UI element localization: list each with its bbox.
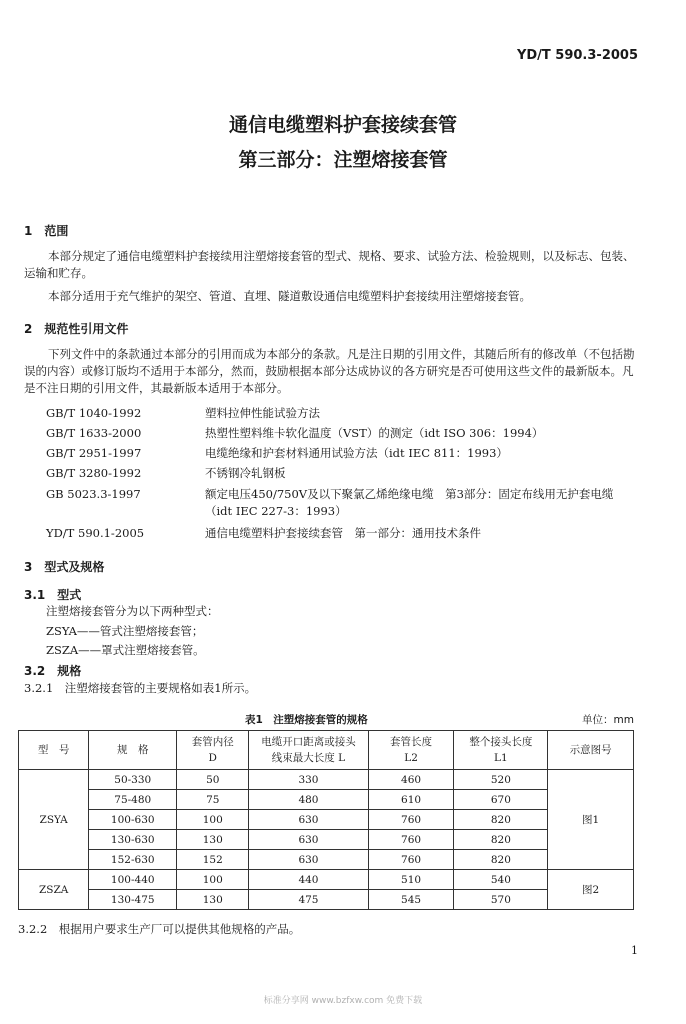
l2-cell: 545 — [368, 890, 454, 910]
d-cell: 130 — [177, 890, 249, 910]
spec-cell: 50-330 — [89, 770, 177, 790]
l-cell: 440 — [249, 870, 368, 890]
d-cell: 100 — [177, 810, 249, 830]
section-2-heading: 2 规范性引用文件 — [24, 322, 129, 336]
header-sleeve-length: 套管长度 L2 — [368, 731, 454, 770]
reference-title: 热塑性塑料维卡软化温度（VST）的测定（idt ISO 306：1994） — [205, 426, 544, 440]
table-row — [19, 890, 634, 910]
reference-code: GB/T 1633-2000 — [46, 426, 142, 440]
l-cell: 330 — [249, 770, 368, 790]
l-cell: 630 — [249, 810, 368, 830]
table-row — [19, 870, 634, 890]
table-unit: 单位：mm — [582, 714, 634, 726]
type-cell: ZSZA — [19, 870, 89, 910]
reference-code: GB/T 2951-1997 — [46, 446, 142, 460]
header-type: 型 号 — [19, 731, 89, 770]
document-subtitle: 第三部分：注塑熔接套管 — [238, 149, 448, 171]
spec-cell: 100-630 — [89, 810, 177, 830]
table-header-row — [19, 731, 634, 770]
table-row — [19, 850, 634, 870]
l-cell: 475 — [249, 890, 368, 910]
section-1-paragraph-2: 本部分适用于充气维护的架空、管道、直埋、隧道敷设通信电缆塑料护套接续用注塑熔接套管。 — [48, 289, 531, 303]
reference-title: 不锈钢冷轧钢板 — [205, 466, 286, 480]
l2-cell: 610 — [368, 790, 454, 810]
header-inner-diameter: 套管内径 D — [177, 731, 249, 770]
l2-cell: 760 — [368, 830, 454, 850]
l1-cell: 820 — [454, 810, 548, 830]
document-title: 通信电缆塑料护套接续套管 — [228, 114, 457, 136]
reference-title: 通信电缆塑料护套接续套管 第一部分：通用技术条件 — [205, 526, 481, 540]
spec-cell: 152-630 — [89, 850, 177, 870]
d-cell: 50 — [177, 770, 249, 790]
table-row — [19, 830, 634, 850]
header-opening-length: 电缆开口距离或接头 线束最大长度 L — [249, 731, 368, 770]
spec-cell: 130-630 — [89, 830, 177, 850]
reference-code: YD/T 590.1-2005 — [46, 526, 145, 540]
header-figure: 示意图号 — [548, 731, 634, 770]
header-joint-length: 整个接头长度 L1 — [454, 731, 548, 770]
type-zsza-definition: ZSZA——罩式注塑熔接套管。 — [46, 643, 205, 657]
standard-code: YD/T 590.3-2005 — [516, 48, 638, 63]
l-cell: 630 — [249, 850, 368, 870]
type-zsya-definition: ZSYA——管式注塑熔接套管； — [46, 624, 204, 638]
section-3-1-intro: 注塑熔接套管分为以下两种型式： — [46, 604, 219, 618]
l1-cell: 670 — [454, 790, 548, 810]
type-cell: ZSYA — [19, 770, 89, 870]
l-cell: 480 — [249, 790, 368, 810]
reference-title: 塑料拉伸性能试验方法 — [205, 406, 320, 420]
table-row — [19, 790, 634, 810]
spec-cell: 130-475 — [89, 890, 177, 910]
footer-watermark: 标准分享网 www.bzfxw.com 免费下载 — [263, 996, 423, 1006]
spec-cell: 100-440 — [89, 870, 177, 890]
spec-cell: 75-480 — [89, 790, 177, 810]
section-3-2-heading: 3.2 规格 — [24, 664, 82, 678]
figure-cell: 图1 — [548, 770, 634, 870]
d-cell: 130 — [177, 830, 249, 850]
l1-cell: 570 — [454, 890, 548, 910]
table-row — [19, 770, 634, 790]
section-1-paragraph-1: 本部分规定了通信电缆塑料护套接续用注塑熔接套管的型式、规格、要求、试验方法、检验规则，以及标志、包装、运输和贮存。 — [24, 249, 635, 280]
l1-cell: 820 — [454, 830, 548, 850]
section-1-heading: 1 范围 — [24, 224, 69, 238]
section-3-1-heading: 3.1 型式 — [24, 588, 82, 602]
header-spec: 规 格 — [89, 731, 177, 770]
l1-cell: 540 — [454, 870, 548, 890]
d-cell: 100 — [177, 870, 249, 890]
reference-title: 额定电压450/750V及以下聚氯乙烯绝缘电缆 第3部分：固定布线用无护套电缆（idt IEC 227-3：1993） — [205, 487, 614, 518]
d-cell: 75 — [177, 790, 249, 810]
table-caption: 表1 注塑熔接套管的规格 — [245, 714, 368, 726]
l-cell: 630 — [249, 830, 368, 850]
l1-cell: 820 — [454, 850, 548, 870]
reference-code: GB/T 1040-1992 — [46, 406, 142, 420]
page-number: 1 — [631, 944, 638, 957]
reference-code: GB 5023.3-1997 — [46, 487, 141, 501]
l2-cell: 460 — [368, 770, 454, 790]
section-3-heading: 3 型式及规格 — [24, 560, 105, 574]
reference-title: 电缆绝缘和护套材料通用试验方法（idt IEC 811：1993） — [205, 446, 508, 460]
section-3-2-1-text: 3.2.1 注塑熔接套管的主要规格如表1所示。 — [24, 681, 257, 695]
section-3-2-2-text: 3.2.2 根据用户要求生产厂可以提供其他规格的产品。 — [18, 922, 301, 936]
reference-code: GB/T 3280-1992 — [46, 466, 142, 480]
l2-cell: 510 — [368, 870, 454, 890]
l2-cell: 760 — [368, 810, 454, 830]
d-cell: 152 — [177, 850, 249, 870]
spec-table — [18, 730, 634, 910]
l2-cell: 760 — [368, 850, 454, 870]
figure-cell: 图2 — [548, 870, 634, 910]
section-2-paragraph: 下列文件中的条款通过本部分的引用而成为本部分的条款。凡是注日期的引用文件，其随后所有的修改单（不包括勘误的内容）或修订版均不适用于本部分，然而，鼓励根据本部分达成协议的各方研究是否可使用这些文件的最新版本。凡是不注日期的引用文件，其最新版本适用于本部分。 — [24, 347, 635, 395]
l1-cell: 520 — [454, 770, 548, 790]
table-row — [19, 810, 634, 830]
